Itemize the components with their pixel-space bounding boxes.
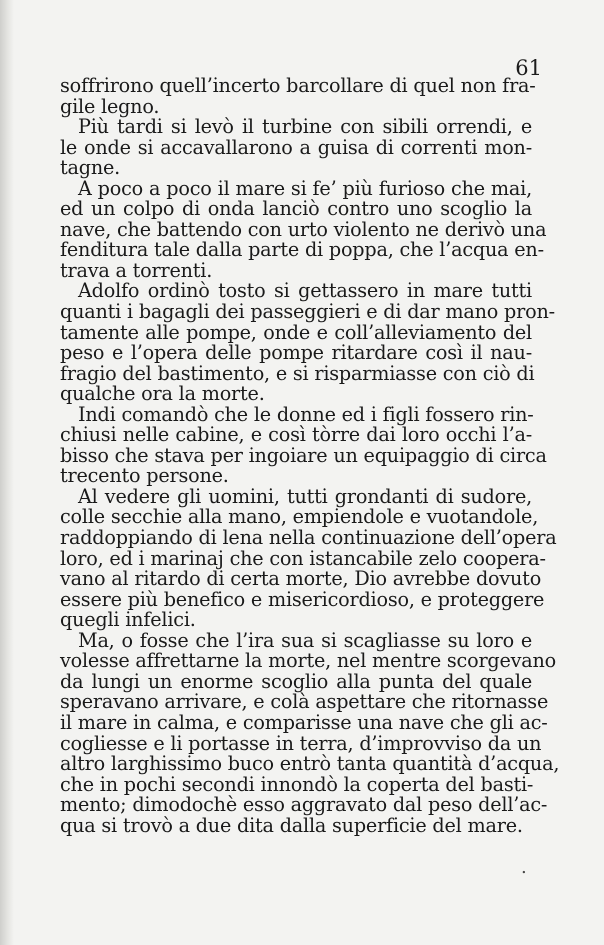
text-line: gile legno. bbox=[60, 94, 160, 118]
text-line: quanti i bagagli dei passeggieri e di dar mano pron- bbox=[60, 300, 555, 324]
page-spine-shadow bbox=[0, 0, 14, 945]
text-line: peso e l’opera delle pompe ritardare così il nau- bbox=[60, 341, 532, 365]
text-line: tamente alle pompe, onde e coll’alleviamento del bbox=[60, 320, 532, 344]
text-line: il mare in calma, e comparisse una nave che gli ac- bbox=[60, 710, 548, 734]
text-line: altro larghissimo buco entrò tanta quantità d’acqua, bbox=[60, 752, 560, 776]
text-line: trava a torrenti. bbox=[60, 258, 213, 282]
text-line: colle secchie alla mano, empiendole e vuotandole, bbox=[60, 505, 539, 529]
text-line: fragio del bastimento, e si risparmiasse con ciò di bbox=[60, 361, 535, 385]
text-line: da lungi un enorme scoglio alla punta del quale bbox=[60, 669, 532, 693]
text-line: le onde si accavallarono a guisa di correnti mon- bbox=[60, 135, 532, 159]
text-line: Ma, o fosse che l’ira sua si scagliasse su loro e bbox=[78, 628, 532, 652]
end-mark: . bbox=[521, 857, 527, 878]
text-line: speravano arrivare, e colà aspettare che ritornasse bbox=[60, 690, 549, 714]
text-line: Al vedere gli uomini, tutti grondanti di sudore, bbox=[78, 484, 532, 508]
text-line: A poco a poco il mare si fe’ più furioso che mai, bbox=[78, 176, 532, 200]
text-line: ed un colpo di onda lanciò contro uno scoglio la bbox=[60, 197, 532, 221]
text-line: tagne. bbox=[60, 156, 121, 180]
text-line: Più tardi si levò il turbine con sibili orrendi, e bbox=[78, 115, 532, 139]
text-line: Indi comandò che le donne ed i figli fossero rin- bbox=[78, 402, 534, 426]
text-line: quegli infelici. bbox=[60, 608, 196, 632]
text-line: mento; dimodochè esso aggravato dal peso dell’ac- bbox=[60, 793, 548, 817]
text-line: nave, che battendo con urto violento ne derivò una bbox=[60, 217, 547, 241]
text-line: soffrirono quell’incerto barcollare di quel non fra- bbox=[60, 74, 536, 97]
text-line: trecento persone. bbox=[60, 464, 229, 488]
page-text-body bbox=[60, 74, 560, 837]
text-line: chiusi nelle cabine, e così tòrre dai loro occhi l’a- bbox=[60, 423, 532, 447]
text-line: che in pochi secondi innondò la coperta del basti- bbox=[60, 772, 534, 796]
text-line: volesse affrettarne la morte, nel mentre scorgevano bbox=[60, 649, 557, 673]
text-line: cogliesse e li portasse in terra, d’improvviso da un bbox=[60, 731, 542, 755]
text-line: vano al ritardo di certa morte, Dio avrebbe dovuto bbox=[60, 567, 542, 591]
text-line: fenditura tale dalla parte di poppa, che l’acqua en- bbox=[60, 238, 544, 262]
text-line: qua si trovò a due dita dalla superficie del mare. bbox=[60, 813, 523, 837]
text-line: raddoppiando di lena nella continuazione dell’opera bbox=[60, 526, 557, 550]
text-line: qualche ora la morte. bbox=[60, 382, 265, 406]
page-number: 61 bbox=[515, 56, 542, 80]
text-line: Adolfo ordinò tosto si gettassero in mare tutti bbox=[78, 279, 532, 303]
text-line: essere più benefico e misericordioso, e proteggere bbox=[60, 587, 545, 611]
text-line: loro, ed i marinaj che con istancabile zelo coopera- bbox=[60, 546, 546, 570]
text-line: bisso che stava per ingoiare un equipaggio di circa bbox=[60, 443, 547, 467]
